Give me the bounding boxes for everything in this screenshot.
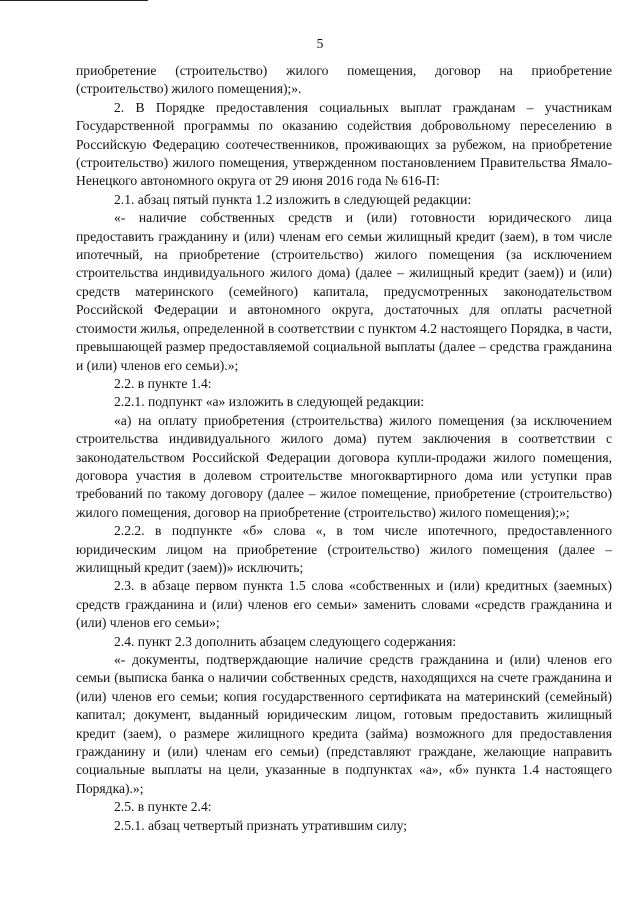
paragraph-item-2-1: 2.1. абзац пятый пункта 1.2 изложить в следующей редакции: [114, 191, 472, 207]
paragraph-continuation: приобретение (строительство) жилого помещения, договор на приобретение (строительство) жилого помещения);». [76, 63, 612, 97]
paragraph-item-2-5-1: 2.5.1. абзац четвертый признать утратившим силу; [114, 817, 408, 833]
paragraph-item-2-3: 2.3. в абзаце первом пункта 1.5 слова «собственных и (или) кредитных (заемных) средств гражданина и (или) членов его семьи» заменить словами «средств гражданина и (или) членов его семьи»; [76, 578, 612, 631]
paragraph-item-2-2-2: 2.2.2. в подпункте «б» слова «, в том числе ипотечного, предоставленного юридическим лицом на приобретение (строительство) жилого помещения (далее – жилищный кредит (заем))» исключить; [76, 523, 612, 575]
paragraph-item-2-4: 2.4. пункт 2.3 дополнить абзацем следующего содержания: [114, 633, 457, 649]
paragraph-item-2-5: 2.5. в пункте 2.4: [114, 799, 212, 815]
paragraph-quote-1-2: «- наличие собственных средств и (или) готовности юридического лица предоставить гражданину и (или) членам его семьи жилищный кредит (заем), в том числе ипотечный, на приобретение (строительство) жилого помещения (за исключением строительства индивидуального жилого дома) (далее – жилищный кредит (заем)) и (или) средств материнского (семейного) капитала, предусмотренных законодательством Российской Федерации и автономного округа, достаточных для оплаты расчетной стоимости жилья, определенной в соответствии с пунктом 4.2 настоящего Порядка, в части, превышающей размер предоставляемой социальной выплаты (далее – средства гражданина и (или) членов его семьи).»; [76, 210, 612, 373]
page-number: 5 [316, 36, 324, 51]
top-rule [0, 0, 148, 1]
paragraph-quote-a: «а) на оплату приобретения (строительства) жилого помещения (за исключением строительства индивидуального жилого дома) путем заключения в соответствии с законодательством Российской Федерации договора купли-продажи жилого помещения, договора участия в долевом строительстве многоквартирного дома или уступки прав требований по такому договору (далее – жилое помещение, приобретение (строительство) жилого помещения, договор на приобретение (строительство) жилого помещения);»; [76, 412, 612, 520]
paragraph-item-2-2: 2.2. в пункте 1.4: [114, 375, 212, 391]
paragraph-item-2: 2. В Порядке предоставления социальных выплат гражданам – участникам Государственной программы по оказанию содействия добровольному переселению в Российскую Федерацию соотечественников, проживающих за рубежом, на приобретение (строительство) жилого помещения, утвержденном постановлением Правительства Ямало-Ненецкого автономного округа от 29 июня 2016 года № 616-П: [76, 99, 612, 189]
paragraph-item-2-2-1: 2.2.1. подпункт «а» изложить в следующей редакции: [114, 394, 425, 410]
document-body [76, 62, 612, 835]
paragraph-quote-documents: «- документы, подтверждающие наличие средств гражданина и (или) членов его семьи (выписка банка о наличии собственных средств, находящихся на счете гражданина и (или) членов его семьи; копия государственного сертификата на материнский (семейный) капитал; документ, выданный юридическим лицом, готовым предоставить жилищный кредит (заем), о размере жилищного кредита (займа) возможного для предоставления гражданину и (или) членам его семьи) (представляют граждане, желающие направить социальные выплаты на цели, указанные в подпунктах «а», «б» пункта 1.4 настоящего Порядка).»; [76, 652, 612, 796]
